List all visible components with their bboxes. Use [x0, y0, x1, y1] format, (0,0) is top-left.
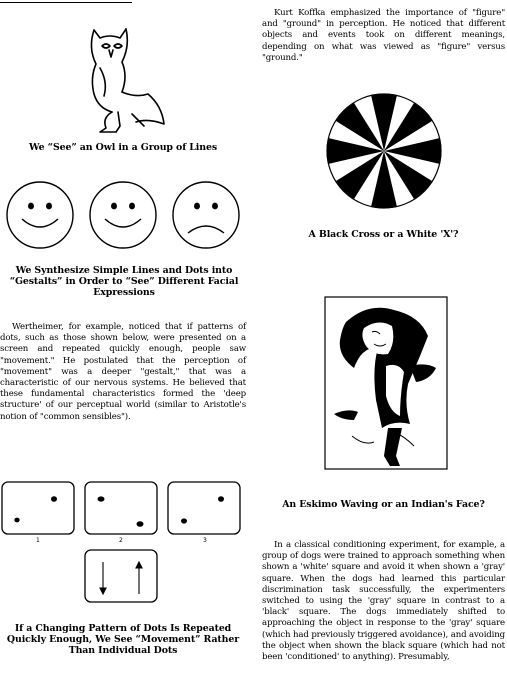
- owl-caption: We “See” an Owl in a Group of Lines: [28, 142, 218, 153]
- header-rule: [0, 2, 132, 3]
- faces-illustration: [0, 173, 246, 257]
- faces-caption: We Synthesize Simple Lines and Dots into “Gestalts” in Order to “See” Different Facial Expressions: [9, 265, 239, 298]
- conditioning-text: In a classical conditioning experiment, for example, a group of dogs were trained to approach something when shown a 'white' square and avoid it when shown a 'gray' square. When the dogs had learned this particular discrimination task successfully, the experimenters switched to using the 'gray' square in contrast to a 'black' square. The dogs immediately shifted to approaching the object in response to the 'gray' square (which had previously triggered avoidance), and avoiding the object when shown the black square (which had not been 'conditioned' to anything). Presumably,: [262, 540, 505, 663]
- cross-caption: A Black Cross or a White 'X'?: [308, 229, 459, 240]
- eskimo-caption: An Eskimo Waving or an Indian's Face?: [282, 499, 485, 510]
- owl-illustration: [78, 22, 168, 134]
- conditioning-paragraph: [262, 540, 505, 663]
- wertheimer-paragraph: [0, 322, 246, 423]
- koffka-text: Kurt Koffka emphasized the importance of "figure" and "ground" in perception. He noticed that different objects and events took on different meanings, depending on what was viewed as "figure" versus "ground.": [262, 8, 505, 63]
- eskimo-illustration: [324, 296, 448, 470]
- frame-label-1: 1: [36, 537, 40, 544]
- koffka-paragraph: [262, 8, 505, 64]
- cross-x-figure: [325, 92, 443, 210]
- frame-label-2: 2: [119, 537, 123, 544]
- wertheimer-text: Wertheimer, for example, noticed that if patterns of dots, such as those shown below, were presented on a screen and repeated quickly enough, people saw "movement." He postulated that the perception of "movement" was a deeper "gestalt," that was a characteristic of our nervous systems. He believed that these fundamental characteristics formed the 'deep structure' of our perceptual world (similar to Aristotle's notion of "common sensibles").: [0, 322, 246, 422]
- frame-label-3: 3: [203, 537, 207, 544]
- dots-caption: If a Changing Pattern of Dots Is Repeated Quickly Enough, We See “Movement” Rather Than Individual Dots: [6, 623, 240, 656]
